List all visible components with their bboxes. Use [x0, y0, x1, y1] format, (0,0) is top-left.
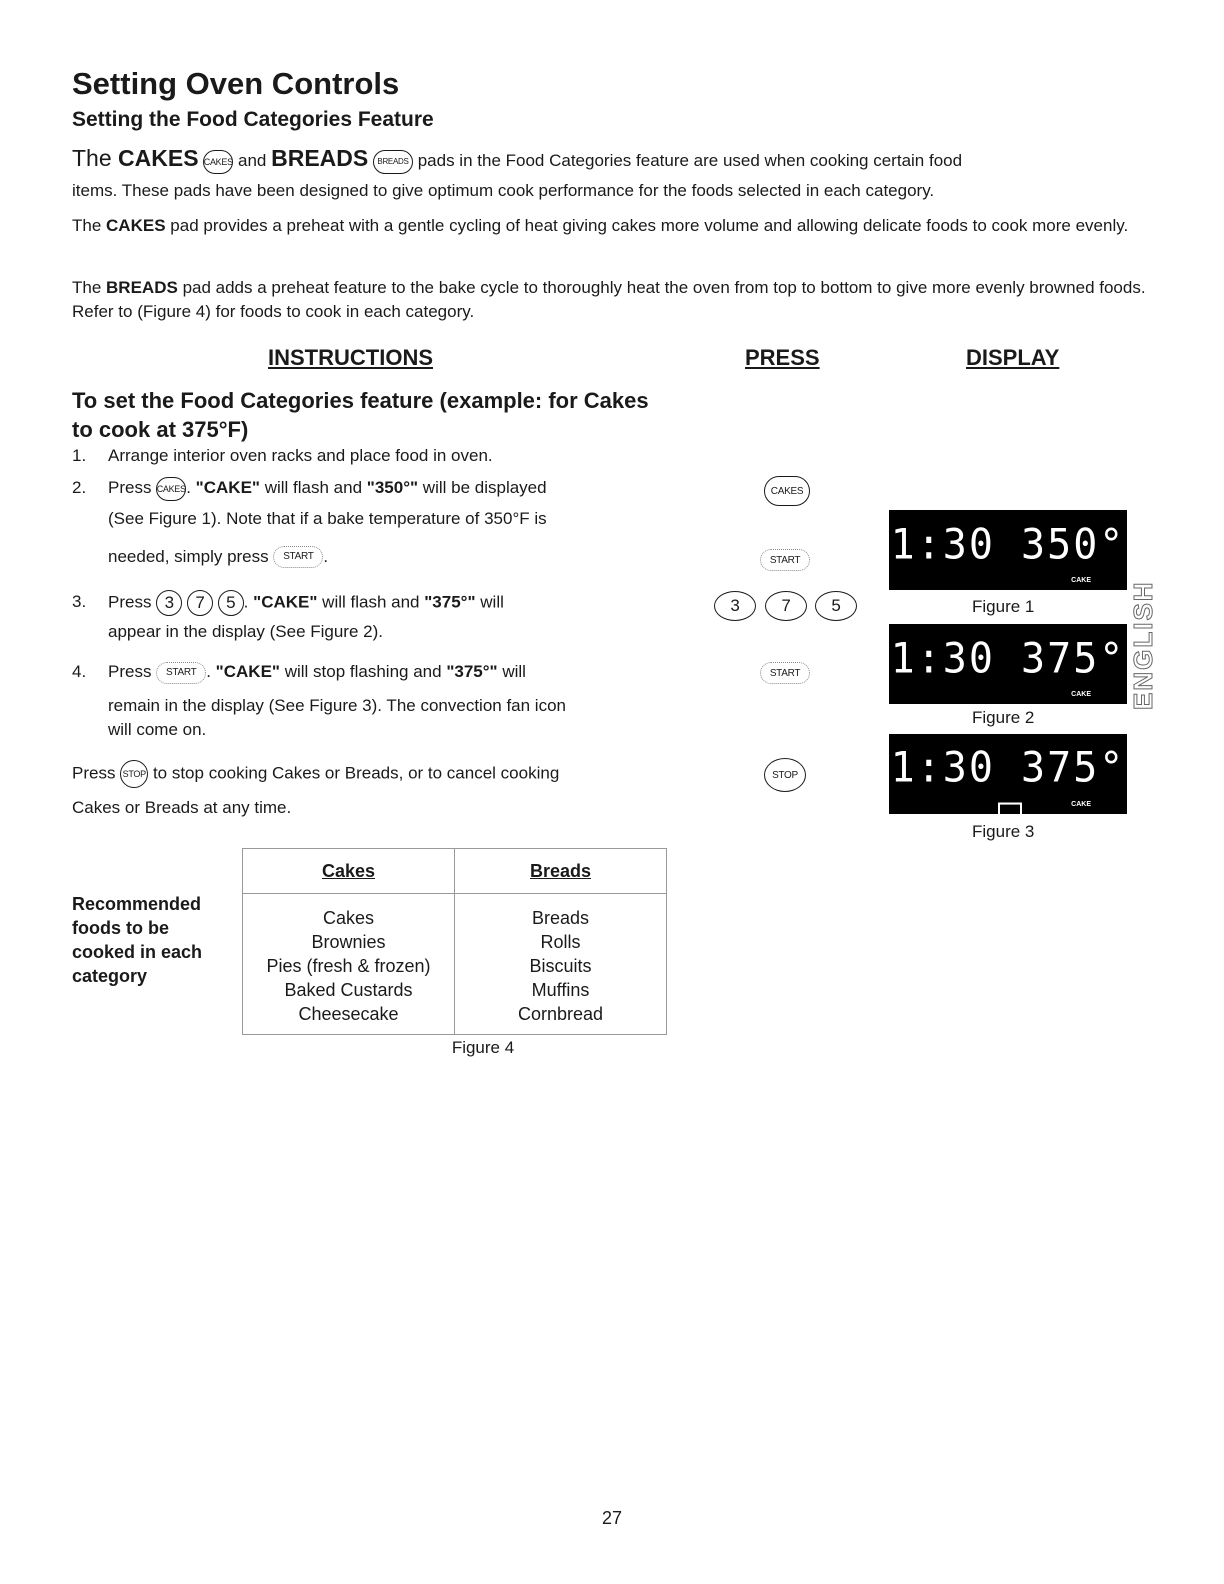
list-item: Biscuits	[529, 956, 592, 976]
instructions-header: INSTRUCTIONS	[268, 345, 433, 370]
press-start-pad-icon: START	[760, 549, 810, 571]
key-7-icon: 7	[187, 590, 213, 616]
figure-4-caption: Figure 4	[451, 1038, 515, 1057]
press-cakes-pad-icon: CAKES	[764, 476, 810, 506]
list-item: Cheesecake	[298, 1004, 399, 1024]
press-key-5-icon: 5	[815, 591, 857, 621]
intro-paragraph: The CAKES CAKES and BREADS BREADS pads in the Food Categories feature are used when cooking certain food items. These pads have been designed to give optimum cook performance for the foods selected in each category.	[72, 145, 963, 200]
key-3-icon: 3	[156, 590, 182, 616]
stop-pad-icon: STOP	[120, 760, 148, 788]
figure-1-caption: Figure 1	[972, 597, 1035, 616]
press-start-pad-icon: START	[760, 662, 810, 684]
key-5-icon: 5	[218, 590, 244, 616]
list-item: Brownies	[311, 932, 386, 952]
display-figure-3: 1:30 375° CAKE	[889, 734, 1127, 814]
list-item: Cornbread	[517, 1004, 604, 1024]
foods-table	[242, 848, 667, 1035]
list-item: Muffins	[531, 980, 590, 1000]
list-item: Pies (fresh & frozen)	[266, 956, 431, 976]
start-pad-icon: START	[273, 546, 323, 568]
language-side-tab: ENGLISH	[1128, 580, 1158, 710]
section-subtitle: Setting the Food Categories Feature	[72, 108, 434, 131]
page-title: Setting Oven Controls	[72, 66, 400, 101]
press-key-7-icon: 7	[765, 591, 807, 621]
stop-note: Press STOP to stop cooking Cakes or Breads, or to cancel cooking Cakes or Breads at any time.	[72, 760, 672, 820]
breads-paragraph: The BREADS pad adds a preheat feature to the bake cycle to thoroughly heat the oven from top to bottom to give more evenly browned foods. Refer to (Figure 4) for foods to cook in each category.	[72, 278, 1146, 321]
cakes-list	[243, 894, 455, 1035]
list-item: Breads	[531, 908, 590, 928]
list-item: Baked Custards	[284, 980, 413, 1000]
press-header: PRESS	[745, 345, 820, 370]
recommended-label: Recommended foods to be cooked in each category	[72, 894, 203, 986]
step-3: 3. Press 3 7 5 . "CAKE" will flash and "375°" will appear in the display (See Figure 2).	[72, 592, 504, 641]
display-figure-1: 1:30 350° CAKE	[889, 510, 1127, 590]
cakes-pad-icon: CAKES	[203, 150, 233, 174]
display-figure-2: 1:30 375° CAKE	[889, 624, 1127, 704]
breads-list	[455, 894, 667, 1035]
step-4: 4. Press START . "CAKE" will stop flashing and "375°" will remain in the display (See Figure 3). The convection fan icon will come on.	[72, 662, 566, 739]
step-2: 2. Press CAKES. "CAKE" will flash and "350°" will be displayed (See Figure 1). Note that if a bake temperature of 350°F is needed, simply press START .	[72, 476, 672, 569]
list-item: Cakes	[322, 908, 375, 928]
start-pad-icon: START	[156, 662, 206, 684]
page-number: 27	[601, 1508, 623, 1528]
breads-pad-icon: BREADS	[373, 150, 413, 174]
cakes-paragraph: The CAKES pad provides a preheat with a gentle cycling of heat giving cakes more volume and allowing delicate foods to cook more evenly.	[72, 216, 1129, 235]
step-1: 1. Arrange interior oven racks and place food in oven.	[72, 446, 493, 465]
cakes-pad-icon: CAKES	[156, 477, 186, 501]
display-header: DISPLAY	[966, 345, 1060, 370]
table-header-cakes: Cakes	[243, 849, 455, 894]
figure-2-caption: Figure 2	[972, 708, 1035, 727]
list-item: Rolls	[540, 932, 581, 952]
table-header-breads: Breads	[455, 849, 667, 894]
press-stop-pad-icon: STOP	[764, 758, 806, 792]
press-key-3-icon: 3	[714, 591, 756, 621]
procedure-title: To set the Food Categories feature (example: for Cakes to cook at 375°F)	[72, 388, 649, 442]
figure-3-caption: Figure 3	[972, 822, 1035, 841]
